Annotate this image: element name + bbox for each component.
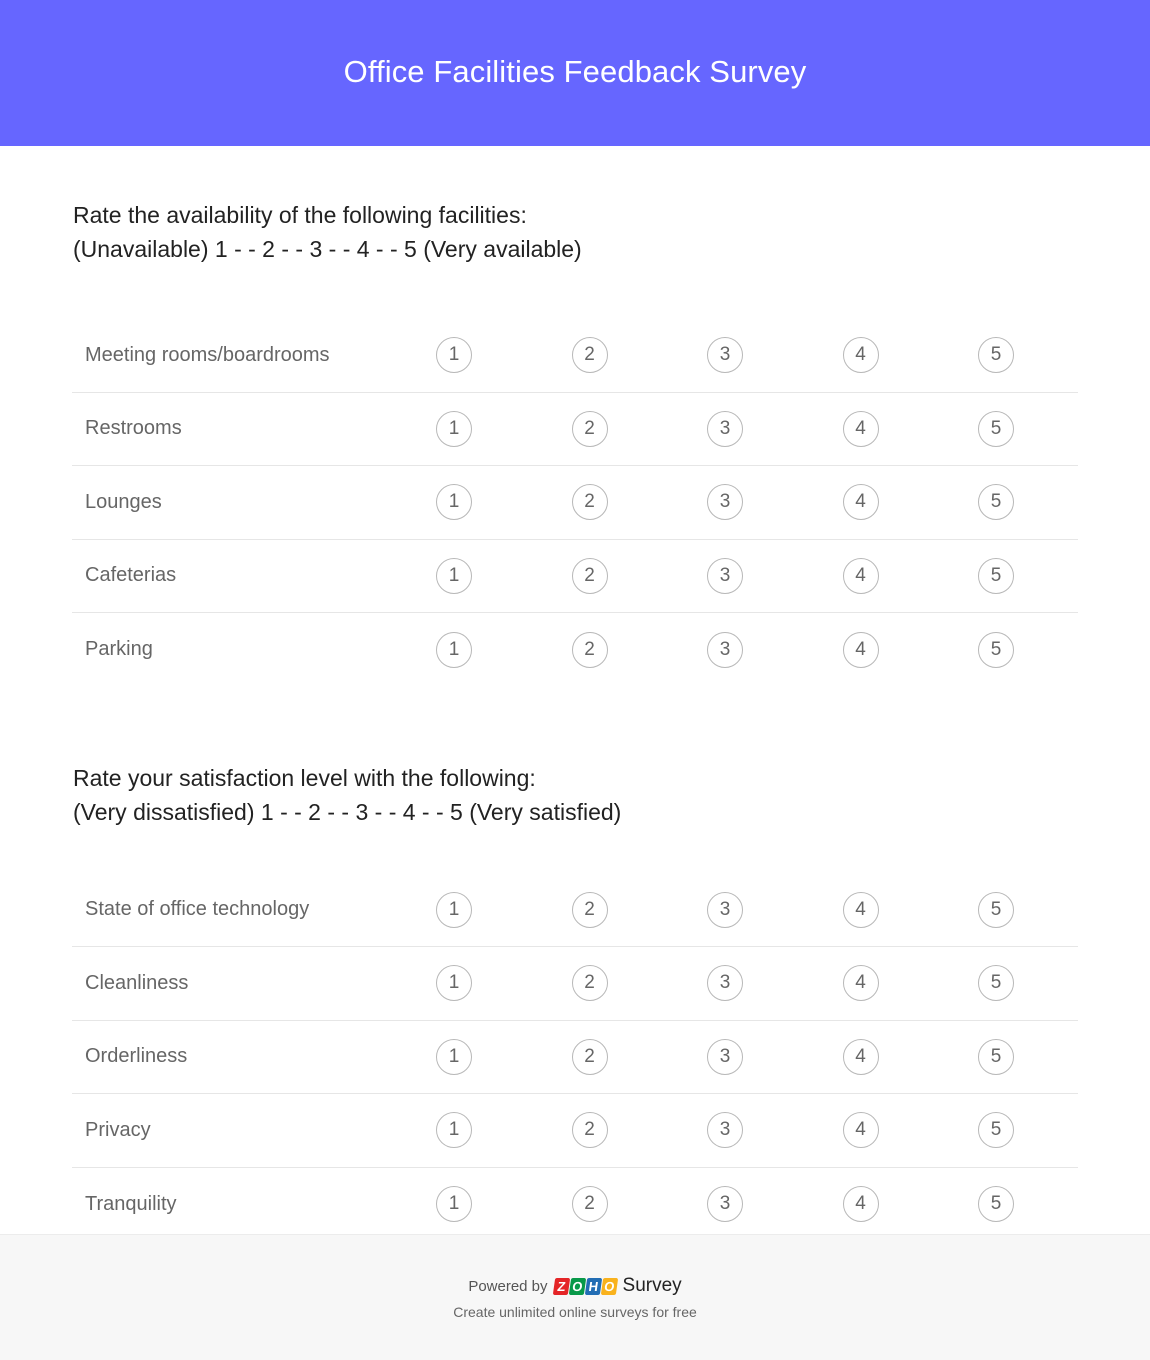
rating-option-1[interactable]: 1: [436, 337, 472, 373]
rating-option-3[interactable]: 3: [707, 1112, 743, 1148]
question-text: [73, 198, 1078, 266]
rating-option-4[interactable]: 4: [843, 1186, 879, 1222]
rating-options: [420, 337, 1014, 373]
rating-row: [72, 613, 1078, 687]
rating-option-3[interactable]: 3: [707, 1039, 743, 1075]
rating-option-2[interactable]: 2: [572, 892, 608, 928]
logo-letter-o-2: O: [600, 1278, 617, 1295]
powered-by-text: Powered by: [468, 1277, 548, 1295]
rating-row: [72, 319, 1078, 393]
rating-option-4[interactable]: 4: [843, 484, 879, 520]
rating-row: [72, 1168, 1078, 1242]
logo-letter-o: O: [568, 1278, 585, 1295]
row-label: State of office technology: [85, 898, 310, 921]
rating-option-1[interactable]: 1: [436, 965, 472, 1001]
rating-option-3[interactable]: 3: [707, 484, 743, 520]
row-label: Orderliness: [85, 1045, 188, 1068]
rating-option-1[interactable]: 1: [436, 1039, 472, 1075]
survey-title: Office Facilities Feedback Survey: [343, 54, 807, 89]
powered-by: [0, 1275, 1150, 1297]
logo-letter-h: H: [584, 1278, 601, 1295]
rating-option-1[interactable]: 1: [436, 632, 472, 668]
row-label: Restrooms: [85, 417, 182, 440]
rating-option-4[interactable]: 4: [843, 411, 879, 447]
rating-option-5[interactable]: 5: [978, 337, 1014, 373]
survey-header: [0, 0, 1150, 146]
rating-option-5[interactable]: 5: [978, 1186, 1014, 1222]
footer: [0, 1234, 1150, 1360]
rating-option-5[interactable]: 5: [978, 558, 1014, 594]
rating-option-1[interactable]: 1: [436, 892, 472, 928]
rating-option-5[interactable]: 5: [978, 965, 1014, 1001]
rating-row: [72, 540, 1078, 614]
matrix-question: [72, 198, 1078, 687]
rating-option-2[interactable]: 2: [572, 632, 608, 668]
rating-option-1[interactable]: 1: [436, 1112, 472, 1148]
rating-option-4[interactable]: 4: [843, 965, 879, 1001]
rating-option-4[interactable]: 4: [843, 558, 879, 594]
rating-option-4[interactable]: 4: [843, 1112, 879, 1148]
rating-option-2[interactable]: 2: [572, 1186, 608, 1222]
rating-option-3[interactable]: 3: [707, 1186, 743, 1222]
rating-option-4[interactable]: 4: [843, 892, 879, 928]
footer-tagline[interactable]: Create unlimited online surveys for free: [453, 1304, 697, 1320]
row-label: Cafeterias: [85, 564, 177, 587]
rating-options: [420, 892, 1014, 928]
rating-options: [420, 484, 1014, 520]
rating-option-1[interactable]: 1: [436, 484, 472, 520]
row-label: Cleanliness: [85, 971, 189, 994]
rating-row: [72, 393, 1078, 467]
row-label: Meeting rooms/boardrooms: [85, 343, 330, 366]
rating-row: [72, 1094, 1078, 1168]
rating-options: [420, 1039, 1014, 1075]
rating-option-4[interactable]: 4: [843, 632, 879, 668]
rating-option-3[interactable]: 3: [707, 411, 743, 447]
question-label: Rate your satisfaction level with the following:: [73, 764, 536, 791]
rating-option-5[interactable]: 5: [978, 892, 1014, 928]
question-label: Rate the availability of the following facilities:: [73, 202, 527, 228]
row-label: Tranquility: [85, 1192, 177, 1215]
rating-options: [420, 1112, 1014, 1148]
rating-option-2[interactable]: 2: [572, 411, 608, 447]
rating-option-5[interactable]: 5: [978, 1039, 1014, 1075]
rating-row: [72, 947, 1078, 1021]
rating-option-2[interactable]: 2: [572, 1112, 608, 1148]
rating-options: [420, 411, 1014, 447]
rating-options: [420, 558, 1014, 594]
scale-description: (Unavailable) 1 - - 2 - - 3 - - 4 - - 5 (Very available): [73, 236, 582, 262]
rating-row: [72, 466, 1078, 540]
rating-option-4[interactable]: 4: [843, 337, 879, 373]
rating-option-1[interactable]: 1: [436, 411, 472, 447]
rating-option-2[interactable]: 2: [572, 965, 608, 1001]
rating-option-5[interactable]: 5: [978, 1112, 1014, 1148]
rating-option-1[interactable]: 1: [436, 1186, 472, 1222]
rating-option-3[interactable]: 3: [707, 965, 743, 1001]
row-label: Lounges: [85, 490, 162, 513]
rating-grid: [72, 319, 1078, 687]
rating-grid: [72, 874, 1078, 1242]
rating-option-2[interactable]: 2: [572, 1039, 608, 1075]
rating-option-3[interactable]: 3: [707, 892, 743, 928]
logo-word: Survey: [622, 1275, 682, 1296]
rating-options: [420, 632, 1014, 668]
rating-row: [72, 874, 1078, 948]
row-label: Parking: [85, 638, 153, 661]
rating-option-5[interactable]: 5: [978, 411, 1014, 447]
matrix-question: [72, 761, 1078, 1242]
rating-options: [420, 965, 1014, 1001]
row-label: Privacy: [85, 1118, 151, 1141]
rating-options: [420, 1186, 1014, 1222]
rating-option-2[interactable]: 2: [572, 558, 608, 594]
rating-option-4[interactable]: 4: [843, 1039, 879, 1075]
question-text: [73, 761, 1078, 829]
rating-option-3[interactable]: 3: [707, 632, 743, 668]
rating-option-1[interactable]: 1: [436, 558, 472, 594]
zoho-survey-logo[interactable]: [554, 1275, 682, 1297]
rating-option-5[interactable]: 5: [978, 484, 1014, 520]
survey-body: [0, 198, 1150, 1241]
rating-option-2[interactable]: 2: [572, 337, 608, 373]
rating-option-2[interactable]: 2: [572, 484, 608, 520]
logo-letter-z: Z: [552, 1278, 569, 1295]
rating-row: [72, 1021, 1078, 1095]
scale-description: (Very dissatisfied) 1 - - 2 - - 3 - - 4 - - 5 (Very satisfied): [73, 798, 622, 825]
rating-option-3[interactable]: 3: [707, 558, 743, 594]
rating-option-5[interactable]: 5: [978, 632, 1014, 668]
rating-option-3[interactable]: 3: [707, 337, 743, 373]
